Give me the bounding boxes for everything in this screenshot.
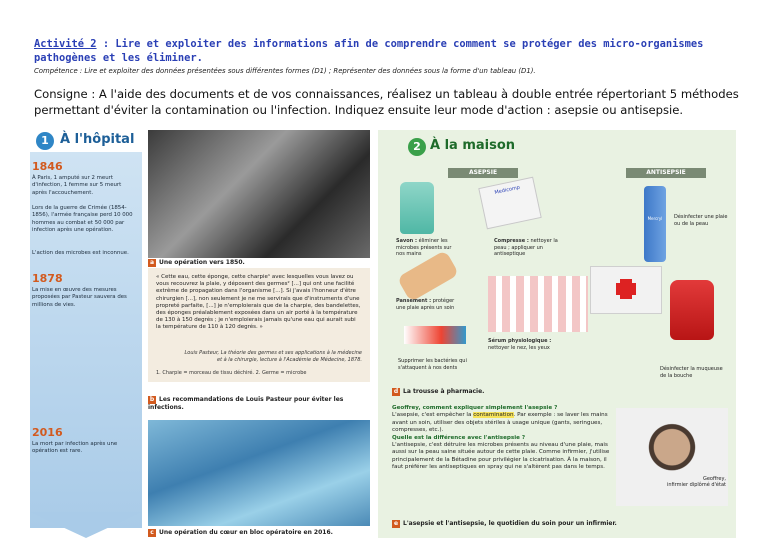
bouche-label: Désinfecter la muqueuse de la bouche — [660, 366, 723, 379]
nurse-name: Geoffrey, — [702, 476, 726, 482]
compresse-title: Compresse : — [494, 238, 529, 244]
hospital-heading: À l'hôpital — [60, 132, 135, 147]
mercryl-spray-icon — [644, 186, 666, 262]
mercryl-brand: Mercryl — [647, 216, 663, 221]
year-1846-text-b: Lors de la guerre de Crimée (1854-1856), l'armée française perd 10 000 hommes au combat et 50 000 par infection après une opération. — [32, 205, 133, 234]
caption-a — [148, 259, 245, 267]
competence-line: Compétence : Lire et exploiter des données présentées sous différentes formes (D1) ; Représenter des données sous la forme d'un tableau (D1). — [34, 67, 536, 75]
caption-b — [148, 396, 370, 411]
year-1846-text-c: L'action des microbes est inconnue. — [32, 250, 129, 256]
home-panel — [378, 130, 736, 538]
soap-bottle-icon — [400, 182, 434, 234]
answer-asepsie-start: L'asepsie, c'est empêcher la — [392, 412, 474, 419]
operation-1850-photo — [148, 130, 370, 258]
first-aid-box-icon — [590, 266, 662, 314]
pasteur-quote: « Cette eau, cette éponge, cette charpie¹ avec lesquelles vous lavez ou vous recouvrez la plaie, y déposent des germes² [...] qui ont une facilité extrême de propagation dans l'organisme [...]. Si j'avais l'honneur d'être chirurgien [...], non seulement je ne me servirais que d'instruments d'une propreté parfaite, [...] je n'emploierais que de la charpie, des bandelettes, des éponges préalablement exposées dans un air porté à la température de 130 à 150 degrés ; je n'emploierais jamais qu'une eau qui aurait subi la température de 110 à 120 degrés. » — [156, 274, 361, 331]
savon-title: Savon : — [396, 238, 417, 244]
desinfecter-plaie-label: Désinfecter une plaie ou de la peau — [674, 214, 728, 227]
nurse-portrait — [616, 408, 728, 506]
caption-e-letter: e — [393, 520, 399, 527]
pansement-title: Pansement : — [396, 298, 432, 304]
caption-a-letter: a — [149, 259, 155, 266]
consigne-paragraph: Consigne : A l'aide des documents et de vos connaissances, réalisez un tableau à double entrée répertoriant 5 méthodes permettant d'éviter la contamination ou l'infection. Indiquez ensuite leur mode d'action : asepsie ou antisepsie. — [34, 87, 739, 117]
compresse-text: nettoyer la peau ; appliquer un antiseptique — [494, 238, 558, 257]
year-1878-text: La mise en œuvre des mesures proposées par Pasteur sauvera des millions de vies. — [32, 287, 127, 308]
caption-b-text: Les recommandations de Louis Pasteur pour éviter les infections. — [148, 396, 344, 411]
hospital-panel — [30, 130, 146, 538]
serum-vials-icon — [488, 276, 588, 332]
question-asepsie: Geoffrey, comment expliquer simplement l'asepsie ? — [392, 405, 558, 411]
highlight-contamination: contamination — [473, 412, 514, 419]
caption-c — [148, 529, 333, 537]
operation-2016-photo — [148, 420, 370, 526]
caption-d — [392, 388, 484, 396]
pansement-text: protéger une plaie après un soin — [396, 298, 455, 311]
savon-text: éliminer les microbes présents sur nos mains — [396, 238, 452, 257]
year-2016-text: La mort par infection après une opération est rare. — [32, 441, 118, 455]
nurse-interview — [392, 405, 612, 472]
bandage-icon — [397, 250, 459, 302]
answer-antisepsie: L'antisepsie, c'est détruire les microbes présents au niveau d'une plaie, mais aussi sur la peau saine située autour de cette plaie. Comme infirmier, j'utilise principalement de la Bétadine pour privilégier la cicatrisation. À la maison, il faut préférer les antiseptiques en spray qui ne s'altèrent pas dans le temps. — [392, 442, 610, 471]
answer-asepsie-end: . Par exemple : se laver les mains avant un soin, utiliser des objets stériles à usage unique (gants, seringues, compresses, etc.). — [392, 412, 608, 434]
compress-brand: Medicomp — [494, 184, 521, 196]
serum-text: nettoyer le nez, les yeux — [488, 344, 550, 351]
compresse-label — [494, 238, 564, 258]
section-number-badge: 1 — [36, 132, 54, 150]
year-1878: 1878 — [32, 272, 63, 285]
activity-title-rest: : Lire et exploiter des informations afin de comprendre comment se protéger des micro-organismes pathogènes et les éliminer. — [34, 38, 704, 64]
section-number-badge-2: 2 — [408, 138, 426, 156]
mouthwash-bottle-icon — [670, 280, 714, 340]
asepsie-tab: ASEPSIE — [448, 168, 518, 178]
caption-c-text: Une opération du cœur en bloc opératoire en 2016. — [159, 529, 333, 536]
caption-a-text: Une opération vers 1850. — [159, 259, 245, 266]
pasteur-quote-box — [148, 268, 370, 382]
antisepsie-tab: ANTISEPSIE — [626, 168, 706, 178]
year-2016: 2016 — [32, 426, 63, 439]
activity-title — [34, 37, 734, 65]
serum-label — [488, 338, 558, 351]
pasteur-source: Louis Pasteur, La théorie des germes et ses applications à la médecine et à la chirurgie, lecture à l'Académie de Médecine, 1878. — [184, 350, 362, 363]
timeline-arrow-icon — [30, 512, 142, 538]
caption-e — [392, 520, 617, 528]
caption-b-letter: b — [149, 396, 155, 403]
year-1846: 1846 — [32, 160, 63, 173]
serum-title: Sérum physiologique : — [488, 338, 552, 344]
dentifrice-label: Supprimer les bactéries qui s'attaquent à nos dents — [398, 358, 467, 371]
caption-d-letter: d — [393, 388, 399, 395]
nurse-credit — [664, 476, 726, 488]
activity-label: Activité 2 — [34, 38, 97, 50]
caption-d-text: La trousse à pharmacie. — [403, 388, 485, 395]
question-antisepsie: Quelle est la différence avec l'antisepsie ? — [392, 434, 526, 441]
answer-asepsie — [392, 412, 612, 434]
pansement-label — [396, 298, 460, 311]
quote-footnotes: 1. Charpie = morceau de tissu déchiré. 2. Germe = microbe — [156, 370, 307, 376]
year-1846-text-a: À Paris, 1 amputé sur 2 meurt d'infection, 1 femme sur 5 meurt après l'accouchement. — [32, 175, 122, 196]
caption-c-letter: c — [148, 529, 156, 537]
compress-pack-icon — [478, 177, 542, 230]
home-heading: À la maison — [430, 138, 516, 153]
nurse-role: infirmier diplômé d'état — [667, 482, 726, 489]
toothpaste-icon — [404, 326, 466, 344]
caption-e-text: L'asepsie et l'antisepsie, le quotidien du soin pour un infirmier. — [403, 520, 617, 527]
